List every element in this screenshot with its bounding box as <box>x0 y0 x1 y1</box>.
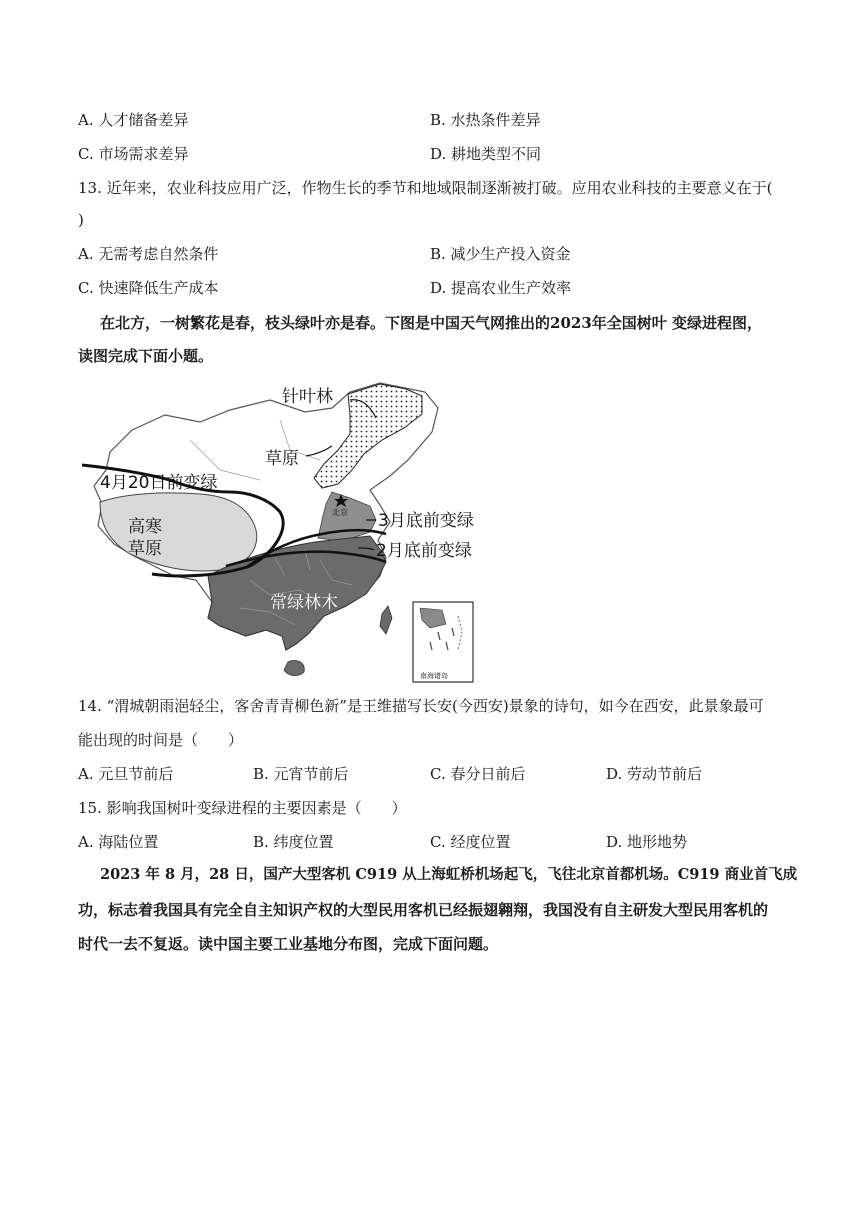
q15-option-d: D. 地形地势 <box>606 833 688 851</box>
q15-option-a: A. 海陆位置 <box>78 833 159 851</box>
label-alpine-2: 草原 <box>128 539 162 559</box>
passage1-line1: 在北方，一树繁花是春，枝头绿叶亦是春。下图是中国天气网推出的2023年全国树叶 变绿进程图， <box>100 314 762 332</box>
q12-option-a: A. 人才储备差异 <box>78 111 189 129</box>
q13-stem-line1: 13. 近年来，农业科技应用广泛，作物生长的季节和地域限制逐渐被打破。应用农业科技的主要意义在于( <box>78 179 773 197</box>
passage1-line2: 读图完成下面小题。 <box>78 347 214 365</box>
q13-option-b: B. 减少生产投入资金 <box>430 245 571 263</box>
leaf-greening-map <box>70 380 490 685</box>
q14-stem-line2: 能出现的时间是（ ） <box>78 731 244 749</box>
label-mar-end: 3月底前变绿 <box>378 511 474 531</box>
q13-stem-line2: ) <box>78 211 84 229</box>
q12-option-b: B. 水热条件差异 <box>430 111 541 129</box>
passage2-line1: 2023 年 8 月，28 日，国产大型客机 C919 从上海虹桥机场起飞，飞往北京首都机场。C919 商业首飞成 <box>100 866 798 883</box>
label-feb-end: 2月底前变绿 <box>376 541 472 561</box>
label-apr20: 4月20日前变绿 <box>100 473 218 493</box>
label-beijing: 北京 <box>332 508 348 517</box>
q12-option-c: C. 市场需求差异 <box>78 145 189 163</box>
alpine-grassland-region <box>100 493 257 571</box>
q13-option-c: C. 快速降低生产成本 <box>78 279 219 297</box>
taiwan-island <box>380 606 392 634</box>
q12-option-d: D. 耕地类型不同 <box>430 145 542 163</box>
label-alpine-1: 高寒 <box>128 517 162 537</box>
q15-stem: 15. 影响我国树叶变绿进程的主要因素是（ ） <box>78 799 407 817</box>
q14-option-a: A. 元旦节前后 <box>78 765 174 783</box>
passage2-line3: 时代一去不复返。读中国主要工业基地分布图，完成下面问题。 <box>78 935 499 953</box>
label-inset: 南海诸岛 <box>420 672 448 680</box>
q15-option-c: C. 经度位置 <box>430 833 511 851</box>
label-evergreen: 常绿林木 <box>270 593 338 613</box>
q14-option-b: B. 元宵节前后 <box>253 765 349 783</box>
hainan-island <box>284 660 304 675</box>
label-conifer: 针叶林 <box>282 387 333 407</box>
q15-option-b: B. 纬度位置 <box>253 833 334 851</box>
q14-option-c: C. 春分日前后 <box>430 765 526 783</box>
passage2-line2: 功，标志着我国具有完全自主知识产权的大型民用客机已经振翅翱翔，我国没有自主研发大型民用客机的 <box>78 901 769 919</box>
q13-option-d: D. 提高农业生产效率 <box>430 279 572 297</box>
label-grassland: 草原 <box>265 449 299 469</box>
q14-option-d: D. 劳动节前后 <box>606 765 703 783</box>
q13-option-a: A. 无需考虑自然条件 <box>78 245 219 263</box>
q14-stem-line1: 14. “渭城朝雨浥轻尘，客舍青青柳色新”是王维描写长安(今西安)景象的诗句，如今在西安，此景象最可 <box>78 697 764 715</box>
